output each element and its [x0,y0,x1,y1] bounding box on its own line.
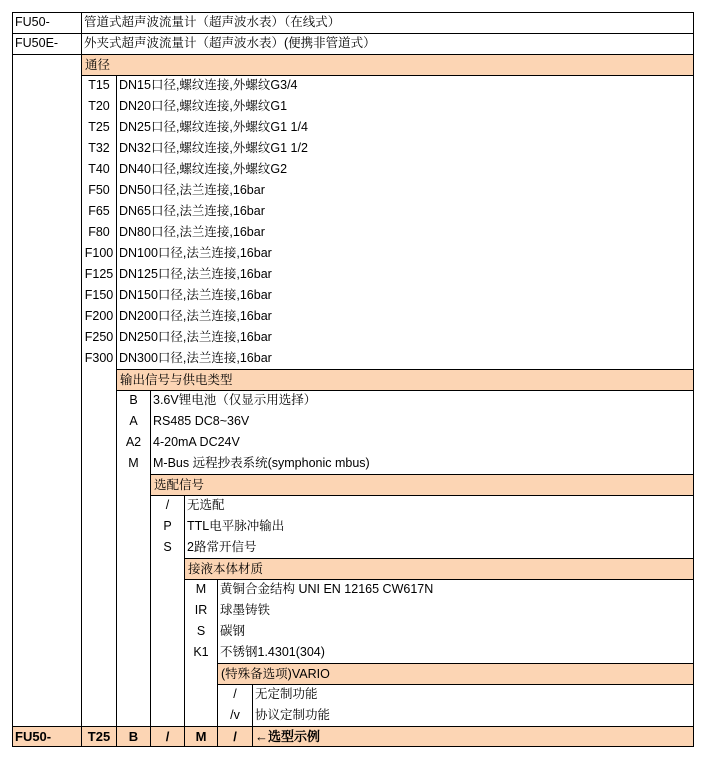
option-code: T20 [88,99,110,113]
option-code: / [165,498,170,512]
option-code: F65 [88,204,110,218]
option-code: T25 [88,120,110,134]
option-code: IR [194,603,208,617]
option-code: F300 [84,351,114,365]
option-description: 3.6V锂电池（仅显示用选择） [153,393,317,407]
option-code: F150 [84,288,114,302]
option-code: F80 [88,225,110,239]
option-description: DN40口径,螺纹连接,外螺纹G2 [119,162,288,176]
option-description: 不锈钢1.4301(304) [220,645,325,659]
option-description: 2路常开信号 [187,540,257,554]
option-code: M [195,582,207,596]
option-code: A2 [125,435,142,449]
grid-line [252,684,253,747]
grid-line [12,12,13,747]
option-code: T32 [88,141,110,155]
option-code: F200 [84,309,114,323]
option-description: 黄铜合金结构 UNI EN 12165 CW617N [220,582,434,596]
option-code: /v [230,708,240,722]
option-code: T40 [88,162,110,176]
example-code: B [117,727,150,746]
option-description: DN15口径,螺纹连接,外螺纹G3/4 [119,78,298,92]
option-description: DN250口径,法兰连接,16bar [119,330,272,344]
option-description: 碳钢 [220,624,246,638]
grid-line [693,12,694,747]
option-description: 无定制功能 [255,687,318,701]
option-description: RS485 DC8~36V [153,414,250,428]
model-code: FU50E- [15,36,59,50]
section-header-signal: 选配信号 [151,475,693,495]
option-description: DN50口径,法兰连接,16bar [119,183,265,197]
option-description: DN25口径,螺纹连接,外螺纹G1 1/4 [119,120,308,134]
grid-line [12,746,694,747]
grid-line [116,75,117,747]
option-description: DN65口径,法兰连接,16bar [119,204,265,218]
example-code: M [185,727,217,746]
option-description: TTL电平脉冲输出 [187,519,285,533]
option-description: DN100口径,法兰连接,16bar [119,246,272,260]
option-description: DN20口径,螺纹连接,外螺纹G1 [119,99,288,113]
example-code: / [151,727,184,746]
option-code: K1 [193,645,209,659]
grid-line [81,12,82,747]
option-code: M [128,456,139,470]
option-code: A [129,414,138,428]
section-header-diameter: 通径 [82,55,693,75]
option-code: S [196,624,206,638]
option-description: DN200口径,法兰连接,16bar [119,309,272,323]
option-code: F125 [84,267,114,281]
option-code: T15 [88,78,110,92]
option-description: DN300口径,法兰连接,16bar [119,351,272,365]
model-description: 管道式超声波流量计（超声波水表）（在线式） [84,15,341,29]
option-description: DN32口径,螺纹连接,外螺纹G1 1/2 [119,141,308,155]
example-code: T25 [82,727,116,746]
option-description: DN150口径,法兰连接,16bar [119,288,272,302]
grid-line [217,579,218,747]
option-description: DN125口径,法兰连接,16bar [119,267,272,281]
option-code: F250 [84,330,114,344]
option-code: / [233,687,237,701]
option-description: 无选配 [187,498,225,512]
section-header-special: (特殊备选项)VARIO [218,664,693,684]
option-description: 4-20mA DC24V [153,435,240,449]
option-description: 球墨铸铁 [220,603,271,617]
option-code: F50 [88,183,110,197]
option-description: 协议定制功能 [255,708,331,722]
example-code: / [218,727,252,746]
option-code: B [129,393,138,407]
option-code: F100 [84,246,114,260]
option-description: DN80口径,法兰连接,16bar [119,225,265,239]
option-code: S [163,540,172,554]
example-label: ←选型示例 [253,727,693,746]
option-code: P [163,519,172,533]
model-code: FU50- [15,15,50,29]
section-header-output: 输出信号与供电类型 [117,370,693,390]
example-code: FU50- [13,727,81,746]
grid-line [184,495,185,747]
section-header-material: 接液本体材质 [185,559,693,579]
option-description: M-Bus 远程抄表系统(symphonic mbus) [153,456,370,470]
model-description: 外夹式超声波流量计（超声波水表）(便携非管道式） [84,36,376,50]
model-selection-table [12,12,693,748]
grid-line [150,390,151,747]
